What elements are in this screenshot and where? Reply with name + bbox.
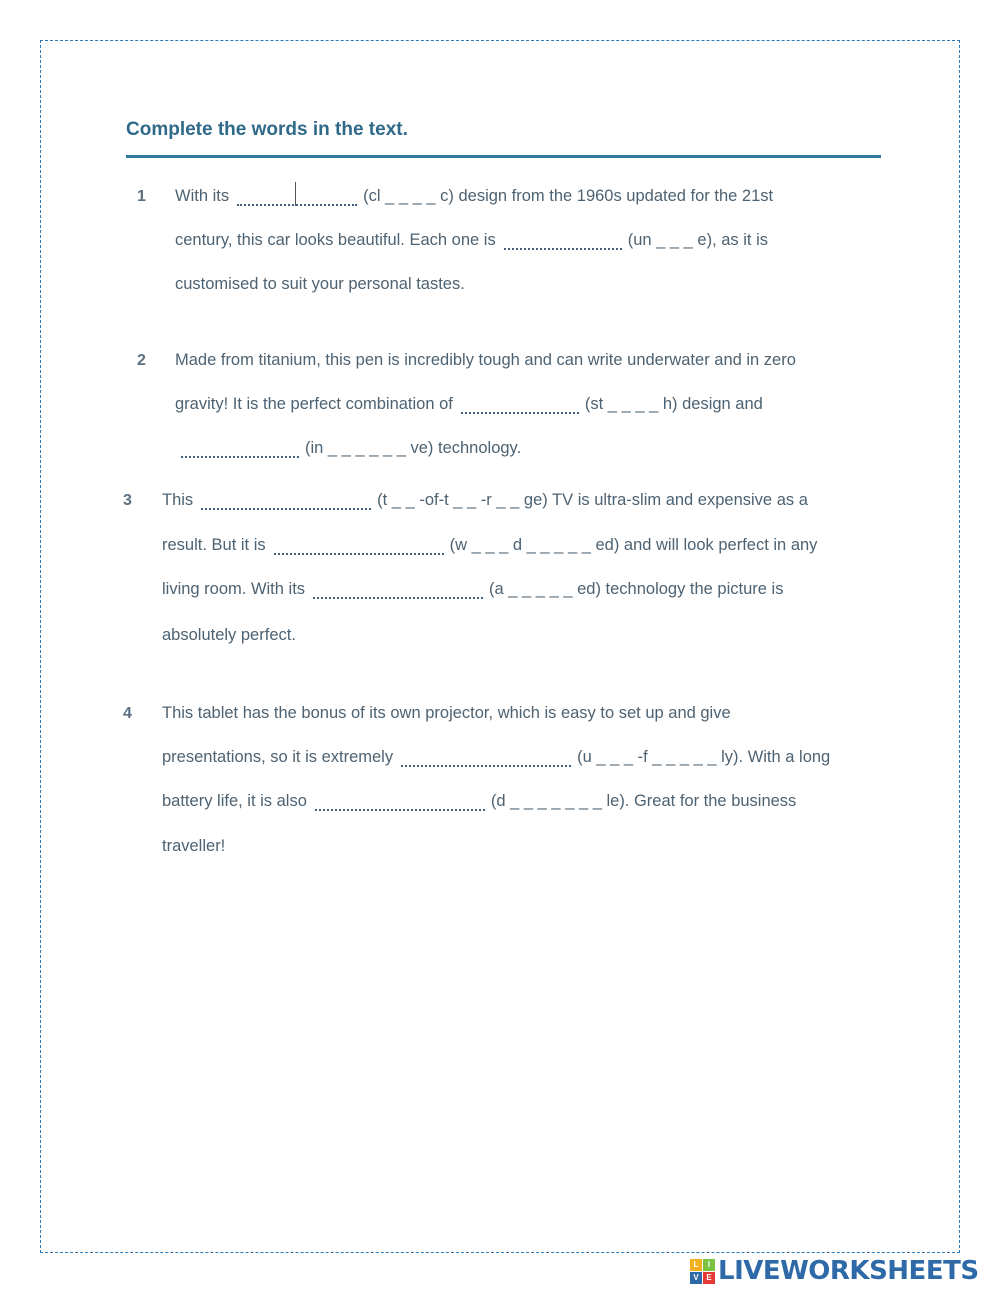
logo-mark-tile: L bbox=[690, 1259, 702, 1271]
exercise-3-line-1: This (t _ _ -of-t _ _ -r _ _ ge) TV is ultra-slim and expensive as a bbox=[162, 491, 808, 509]
answer-blank-3b[interactable] bbox=[274, 537, 444, 555]
liveworksheets-logo bbox=[690, 1256, 979, 1286]
liveworksheets-logo-icon bbox=[690, 1259, 715, 1284]
exercise-3-line-4: absolutely perfect. bbox=[162, 626, 296, 644]
exercise-2-line-3: (in _ _ _ _ _ _ ve) technology. bbox=[175, 439, 521, 458]
answer-blank-3c[interactable] bbox=[313, 581, 483, 599]
logo-mark-tile: I bbox=[703, 1259, 715, 1271]
page-title: Complete the words in the text. bbox=[126, 119, 408, 140]
exercise-3-line-3: living room. With its (a _ _ _ _ _ ed) technology the picture is bbox=[162, 580, 784, 598]
title-divider bbox=[126, 155, 881, 158]
exercise-4-line-1: This tablet has the bonus of its own projector, which is easy to set up and give bbox=[162, 704, 731, 722]
answer-blank-2a[interactable] bbox=[461, 396, 579, 414]
exercise-4-line-4: traveller! bbox=[162, 837, 226, 855]
answer-blank-3a[interactable] bbox=[201, 492, 371, 510]
exercise-4-line-3: battery life, it is also (d _ _ _ _ _ _ _ le). Great for the business bbox=[162, 792, 797, 810]
answer-blank-1b[interactable] bbox=[504, 232, 622, 250]
exercise-3-line-2: result. But it is (w _ _ _ d _ _ _ _ _ ed) and will look perfect in any bbox=[162, 536, 818, 554]
exercise-1-line-2: century, this car looks beautiful. Each one is (un _ _ _ e), as it is bbox=[175, 231, 769, 249]
exercise-2-line-2: gravity! It is the perfect combination of (st _ _ _ _ h) design and bbox=[175, 395, 763, 413]
exercise-2-line-1: Made from titanium, this pen is incredibly tough and can write underwater and in zero bbox=[175, 351, 796, 369]
answer-blank-1a[interactable] bbox=[237, 188, 357, 206]
liveworksheets-logo-text: LIVEWORKSHEETS bbox=[718, 1256, 979, 1286]
answer-blank-4b[interactable] bbox=[315, 793, 485, 811]
exercise-1-line-3: customised to suit your personal tastes. bbox=[175, 275, 465, 293]
worksheet-border bbox=[40, 40, 960, 1253]
answer-blank-4a[interactable] bbox=[401, 749, 571, 767]
exercise-2-number: 2 bbox=[137, 352, 146, 369]
exercise-1-line-1: With its (cl _ _ _ _ c) design from the 1960s updated for the 21st bbox=[175, 187, 773, 206]
exercise-4-line-2: presentations, so it is extremely (u _ _ _ -f _ _ _ _ _ ly). With a long bbox=[162, 748, 831, 766]
logo-mark-tile: E bbox=[703, 1272, 715, 1284]
text-cursor bbox=[295, 182, 296, 206]
logo-mark-tile: V bbox=[690, 1272, 702, 1284]
answer-blank-2b[interactable] bbox=[181, 440, 299, 458]
exercise-1-number: 1 bbox=[137, 188, 146, 205]
exercise-4-number: 4 bbox=[123, 705, 132, 722]
exercise-3-number: 3 bbox=[123, 492, 132, 509]
